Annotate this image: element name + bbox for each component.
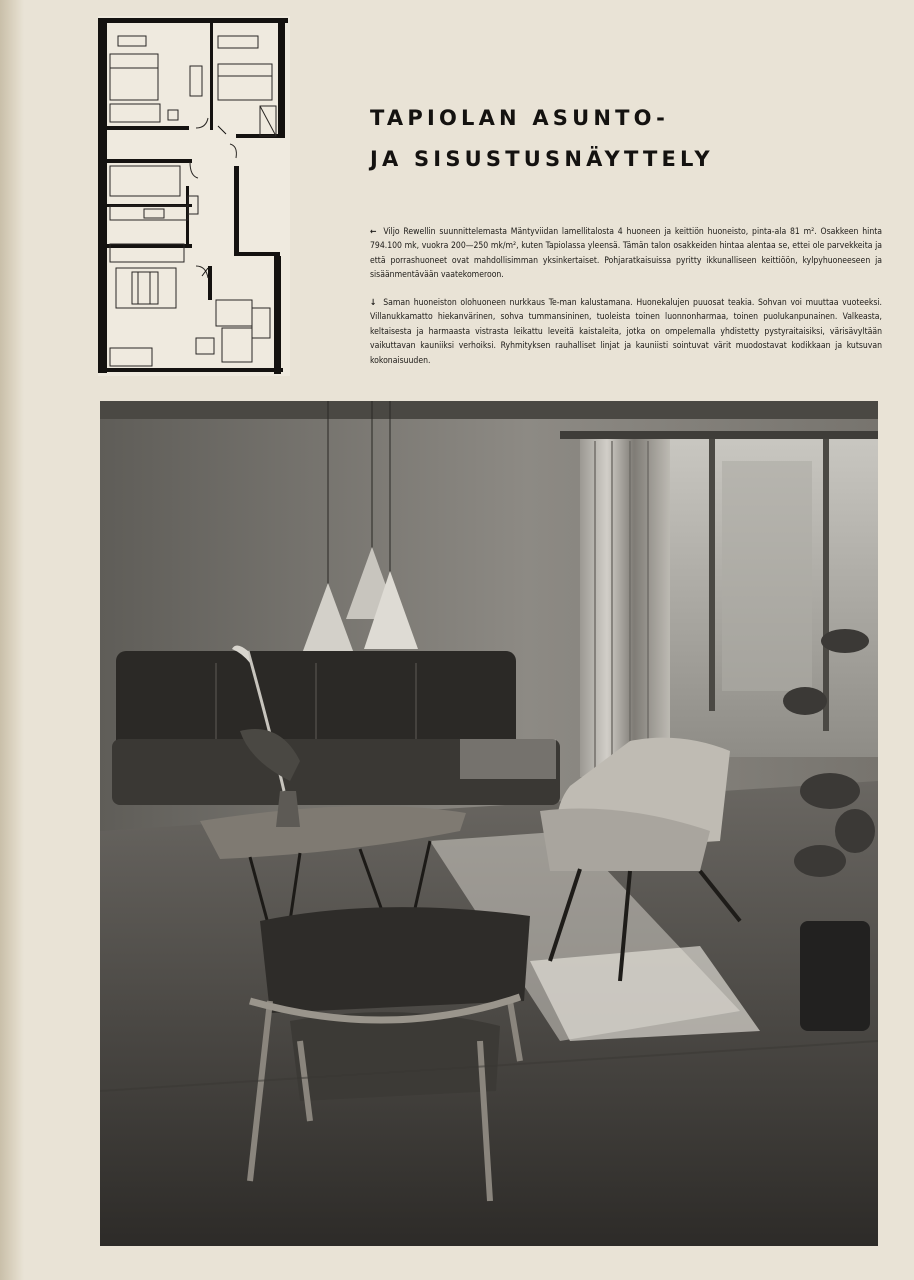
curtains bbox=[580, 437, 670, 777]
left-arrow-icon: ← bbox=[370, 227, 377, 237]
title-line-1: TAPIOLAN ASUNTO- bbox=[370, 106, 670, 130]
caption-floor-plan-text: Viljo Rewellin suunnittelemasta Mäntyviidan lamellitalosta 4 huoneen ja keittiön huoneisto, pinta-ala 81 m². Osakkeen hinta 794.100 mk, vuokra 200—250 mk/m², kuten Tapiolassa yleensä. Tämän talon osakkeiden hintaa alentaa se, ettei ole parvekkeita ja että porrashuoneet ovat mahdollisimman yksinkertaiset. Pohjaratkaisuissa pyritty ikkunalliseen keittiöön, kylpyhuoneeseen ja sisäänmentävään vaatekomeroon. bbox=[370, 227, 882, 281]
wall-outer-right-top bbox=[278, 18, 285, 138]
wall-outer-top bbox=[98, 18, 288, 23]
title-line-2: JA SISUSTUSNÄYTTELY bbox=[370, 147, 714, 171]
caption-photo-text: Saman huoneiston olohuoneen nurkkaus Te-man kalustamana. Huonekalujen puuosat teakia. Sohvan voi muuttaa vuoteeksi. Villanukkamatto hiekanvärinen, sohva tummansininen, tuoleista toinen luonnonharmaa, toinen puolukanpunainen. Valkeasta, keltaisesta ja harmaasta vistrasta leikattu leveitä kaistaleita, jotka on ompelemalla yhdistetty pystyraitaisiksi, värisävyltään vaikuttavan kauniiksi verhoiksi. Ryhmityksen rauhalliset linjat ja kauniisti sointuvat värit muodostavat kodikkaan ja kutsuvan kokonaisuuden. bbox=[370, 298, 882, 366]
caption-photo bbox=[370, 296, 882, 368]
article-title bbox=[370, 98, 810, 180]
wall-outer-bottom bbox=[98, 368, 283, 372]
armchair-dark bbox=[260, 907, 530, 1013]
page-binding-edge bbox=[0, 0, 24, 1280]
living-room-photo bbox=[100, 401, 878, 1246]
wall-outer-right-bottom bbox=[274, 256, 281, 374]
down-arrow-icon: ↓ bbox=[370, 298, 377, 308]
wall-outer-left bbox=[98, 18, 107, 373]
floor-plan-drawing bbox=[98, 16, 290, 376]
caption-floor-plan bbox=[370, 225, 882, 283]
